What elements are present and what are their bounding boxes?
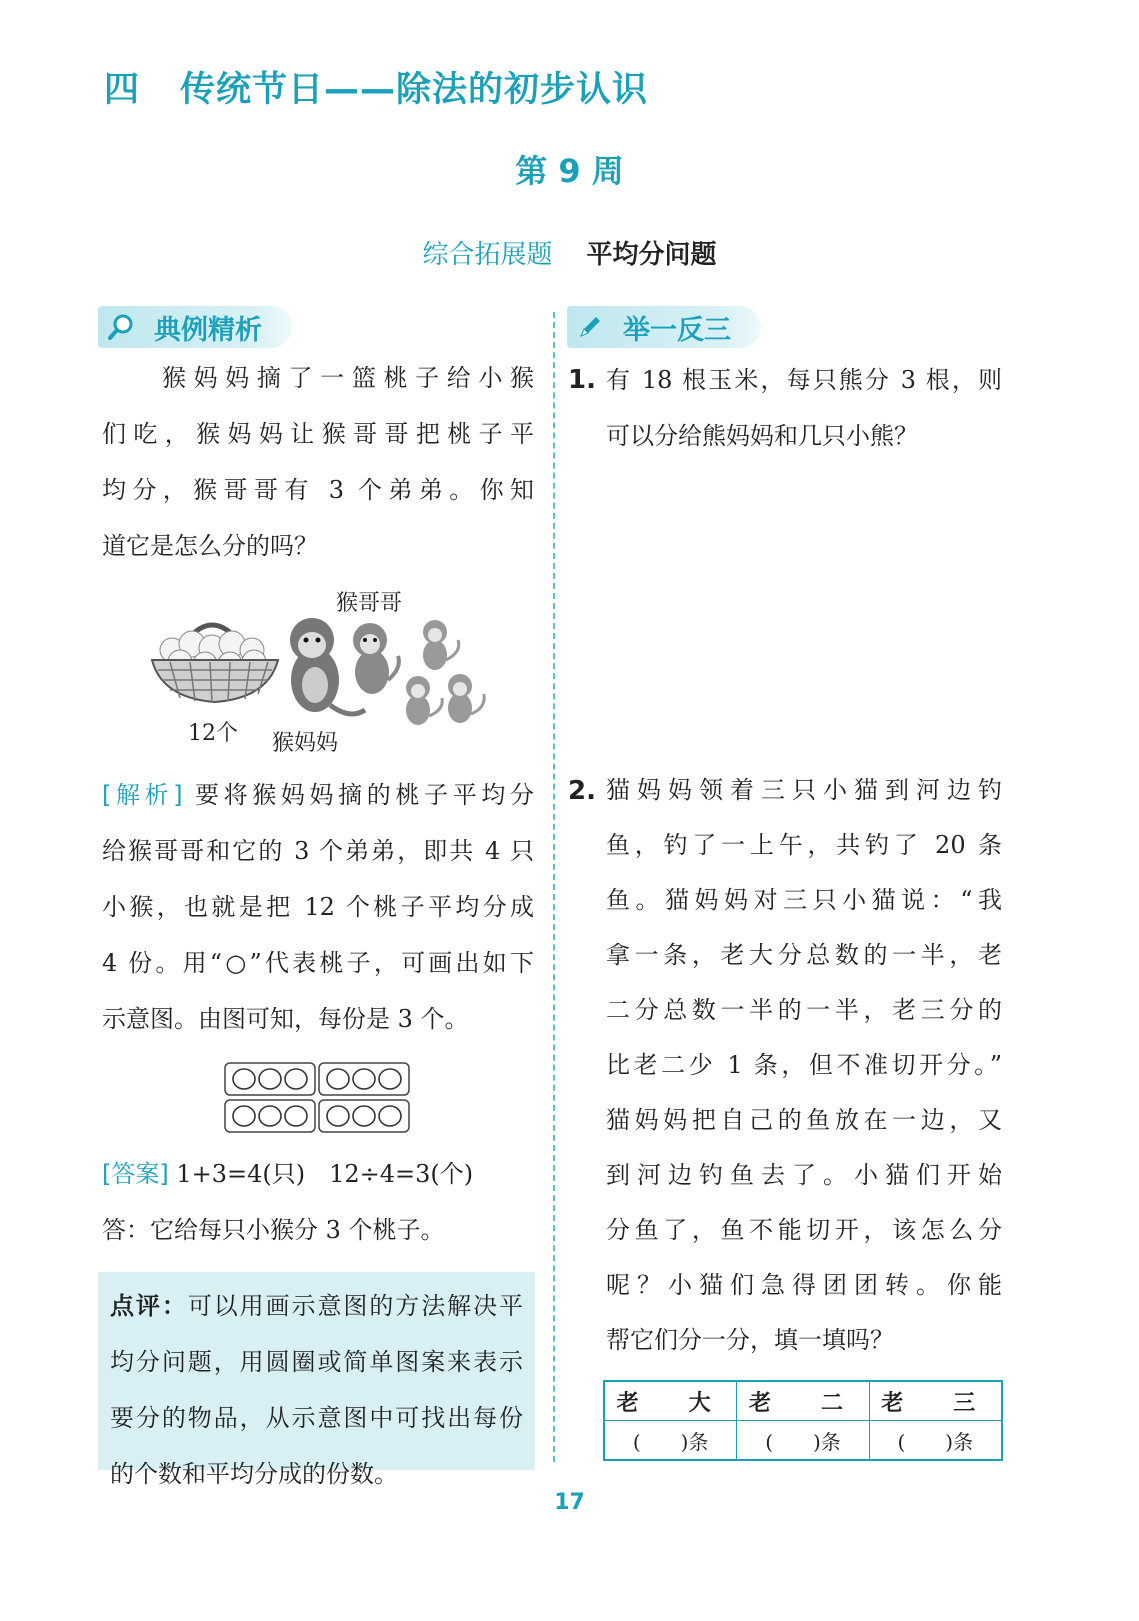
section-topic: 平均分问题 [586, 240, 717, 270]
small-monkey-icon [448, 674, 484, 723]
answer-blank[interactable]: ( )条 [737, 1421, 869, 1461]
table-header-cell: 老 二 [737, 1381, 869, 1421]
peach-basket-icon [152, 625, 278, 702]
analysis-line: 小猴，也就是把 12 个桃子平均分成 [102, 893, 534, 921]
question-line: 帮它们分一分，填一填吗？ [606, 1326, 894, 1354]
answer-line [102, 1146, 473, 1202]
small-monkey-icon [406, 676, 442, 725]
analysis-line: 给猴哥哥和它的 3 个弟弟，即共 4 只 [102, 837, 534, 865]
chapter-number: 四 [104, 70, 141, 110]
column-divider [553, 312, 555, 1462]
review-label: 点评： [110, 1292, 188, 1320]
label-count: 12个 [188, 721, 238, 746]
brother-monkey-icon [353, 623, 399, 694]
circle-diagram [224, 1062, 410, 1138]
question-1-number: 1. [568, 365, 596, 395]
review-line: 要分的物品，从示意图中可找出每份 [110, 1404, 523, 1432]
practice-banner [567, 306, 761, 348]
example-line: 们吃，猴妈妈让猴哥哥把桃子平 [102, 420, 534, 448]
example-banner [98, 306, 292, 348]
analysis-tag: [解析] [102, 781, 183, 809]
question-2-text [606, 763, 1002, 1368]
label-mother: 猴妈妈 [272, 731, 339, 756]
chapter-title [104, 62, 648, 112]
question-line: 鱼。猫妈妈对三只小猫说：“我 [606, 886, 1002, 914]
week-title: 第 9 周 [515, 152, 624, 190]
question-line: 到河边钓鱼去了。小猫们开始 [606, 1161, 1002, 1189]
question-1-text [606, 352, 1002, 464]
question-line: 二分总数一半的一半，老三分的 [606, 996, 1002, 1024]
section-category: 综合拓展题 [422, 240, 553, 270]
review-line: 均分问题，用圆圈或简单图案来表示 [110, 1348, 523, 1376]
question-line: 呢？小猫们急得团团转。你能 [606, 1271, 1002, 1299]
section-subtitle [0, 234, 1139, 271]
question-line: 鱼，钓了一上午，共钓了 20 条 [606, 831, 1002, 859]
review-line: 可以用画示意图的方法解决平 [187, 1292, 524, 1320]
label-brother: 猴哥哥 [336, 591, 403, 616]
review-box [98, 1272, 535, 1488]
analysis-line: 示意图。由图可知，每份是 3 个。 [102, 1005, 469, 1033]
practice-banner-label: 举一反三 [623, 314, 731, 346]
answer-blank[interactable]: ( )条 [604, 1421, 737, 1461]
example-line: 均分，猴哥哥有 3 个弟弟。你知 [102, 476, 534, 504]
question-line: 猫妈妈把自己的鱼放在一边，又 [606, 1106, 1002, 1134]
small-monkey-icon [423, 620, 459, 670]
answer-equations: 1+3=4(只) 12÷4=3(个) [176, 1160, 474, 1188]
answer-blank[interactable]: ( )条 [869, 1421, 1002, 1461]
question-line: 有 18 根玉米，每只熊分 3 根，则 [606, 366, 1002, 394]
table-header-cell: 老 大 [604, 1381, 737, 1421]
example-line: 道它是怎么分的吗？ [102, 532, 318, 560]
question-line: 猫妈妈领着三只小猫到河边钓 [606, 776, 1002, 804]
answer-tag: [答案] [102, 1160, 169, 1188]
analysis-text [102, 767, 534, 1047]
analysis-line: 4 份。用“○”代表桃子，可画出如下 [102, 949, 534, 977]
chapter-name: 传统节日——除法的初步认识 [180, 70, 649, 110]
magnifier-icon [104, 310, 138, 344]
mother-monkey-icon [290, 618, 365, 714]
fish-answer-table [603, 1380, 1003, 1461]
question-line: 拿一条，老大分总数的一半，老 [606, 941, 1002, 969]
question-line: 比老二少 1 条，但不准切开分。” [606, 1051, 1002, 1079]
pencil-icon [573, 310, 607, 344]
page-number: 17 [554, 1490, 585, 1515]
question-line: 分鱼了，鱼不能切开，该怎么分 [606, 1216, 1002, 1244]
question-2-number: 2. [568, 776, 596, 806]
example-text [102, 350, 534, 574]
analysis-line: 要将猴妈妈摘的桃子平均分 [194, 781, 534, 809]
table-header-cell: 老 三 [869, 1381, 1002, 1421]
question-line: 可以分给熊妈妈和几只小熊？ [606, 422, 918, 450]
example-banner-label: 典例精析 [154, 314, 262, 346]
answer-statement: 答：它给每只小猴分 3 个桃子。 [102, 1216, 445, 1244]
example-line: 猴妈妈摘了一篮桃子给小猴 [162, 364, 534, 392]
review-line: 的个数和平均分成的份数。 [110, 1460, 398, 1488]
